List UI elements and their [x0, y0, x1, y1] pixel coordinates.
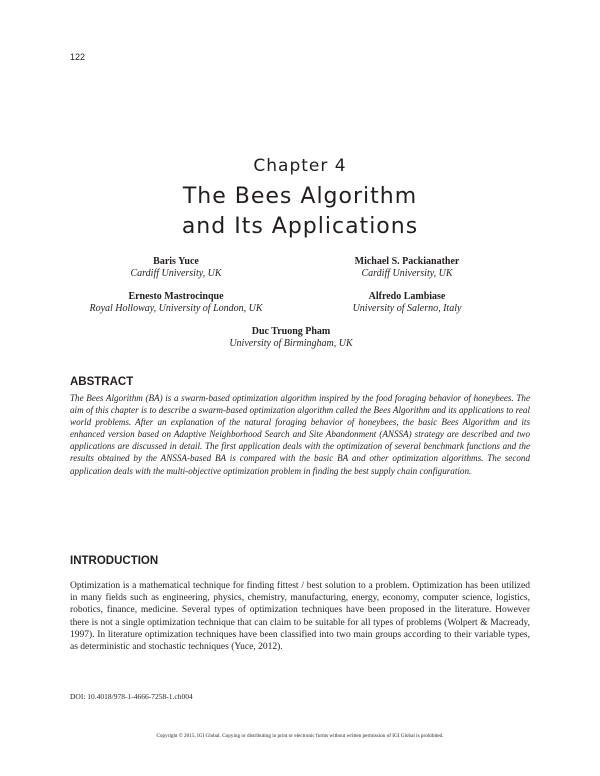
author-name: Alfredo Lambiase — [368, 291, 446, 302]
abstract-text: The Bees Algorithm (BA) is a swarm-based optimization algorithm inspired by the food foraging behavior of honeybees. The aim of this chapter is to describe a swarm-based optimization algorithm called the Bees Algorithm and its applications to real world problems. After an explanation of the natural foraging behavior of honeybees, the basic Bees Algorithm and its enhanced version based on Adaptive Neighborhood Search and Site Abandonment (ANSSA) strategy are described and two applications are discussed in detail. The first application deals with the optimization of several benchmark functions and the results obtained by the ANSSA-based BA is compared with the basic BA and other optimization algorithms. The second application deals with the multi-objective optimization problem in finding the best supply chain configuration. — [70, 393, 530, 476]
author-name: Baris Yuce — [153, 256, 199, 267]
author-name: Duc Truong Pham — [251, 326, 331, 337]
introduction-heading: INTRODUCTION — [70, 555, 159, 567]
author-block — [171, 326, 411, 350]
author-name: Michael S. Packianather — [354, 256, 460, 267]
author-name: Ernesto Mastrocinque — [128, 291, 224, 302]
author-affiliation: Cardiff University, UK — [130, 268, 222, 279]
chapter-title — [0, 182, 600, 242]
chapter-title-line-1: The Bees Algorithm — [182, 184, 418, 209]
author-affiliation: Royal Holloway, University of London, UK — [89, 303, 263, 314]
author-affiliation: Cardiff University, UK — [361, 268, 453, 279]
chapter-label: Chapter 4 — [253, 156, 347, 176]
abstract-heading: ABSTRACT — [70, 376, 134, 388]
doi: DOI: 10.4018/978-1-4666-7258-1.ch004 — [70, 692, 193, 701]
introduction-text: Optimization is a mathematical technique for finding fittest / best solution to a problem. Optimization has been utilized in many fields such as engineering, physics, chemistry, manufacturing, energy, economy, computer science, logistics, robotics, finance, medicine. Several types of optimization techniques have been proposed in the literature. However there is not a single optimization technique that can claim to be suitable for all types of problems (Wolpert & Macready, 1997). In literature optimization techniques have been classified into two main groups according to their variable types, as deterministic and stochastic techniques (Yuce, 2012). — [70, 581, 530, 653]
author-block — [56, 256, 296, 280]
author-block — [287, 291, 527, 315]
copyright-notice: Copyright © 2015, IGI Global. Copying or distributing in print or electronic forms without written permission of IGI Global is prohibited. — [156, 733, 444, 739]
author-affiliation: University of Salerno, Italy — [352, 303, 462, 314]
chapter-title-line-2: and Its Applications — [181, 214, 419, 239]
author-block — [287, 256, 527, 280]
author-block — [56, 291, 296, 315]
author-affiliation: University of Birmingham, UK — [229, 338, 353, 349]
page-number: 122 — [70, 52, 86, 62]
